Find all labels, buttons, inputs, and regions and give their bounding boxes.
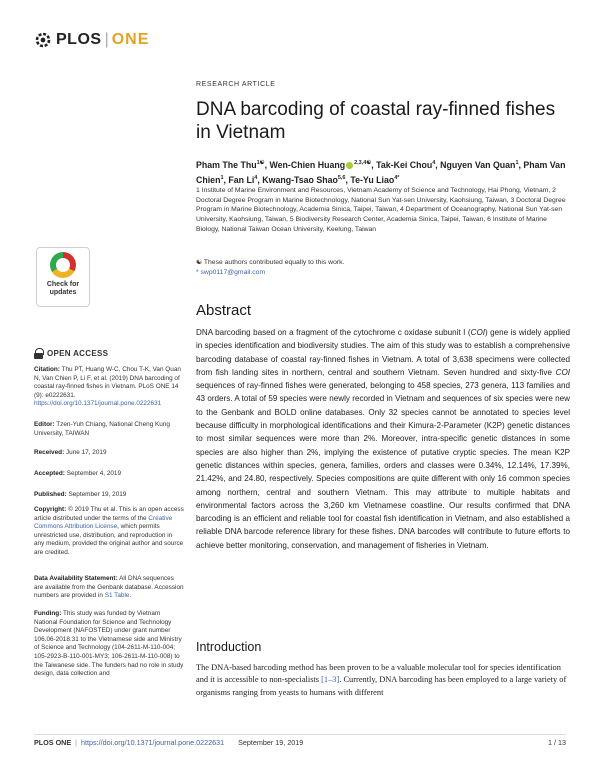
citation-block: Citation: Thu PT, Huang W-C, Chou T-K, Van Quan N, Van Chien P, Li F, et al. (2019) DNA barcoding of coastal ray-finned fishes in Vietnam. PLoS ONE 14 (9): e0222631. https://doi.org/10.1371/journal.pone.0222631	[34, 366, 181, 408]
journal-logo[interactable]	[34, 30, 149, 50]
author-name[interactable]: Kwang-Tsao Shao	[262, 174, 338, 185]
page-footer	[34, 734, 566, 748]
author-name[interactable]: Tak-Kei Chou	[376, 159, 433, 170]
author-name[interactable]: Fan Li	[228, 174, 255, 185]
footer-separator: |	[75, 738, 78, 747]
open-access-badge	[34, 348, 108, 359]
accepted-block: Accepted: September 4, 2019	[34, 470, 122, 477]
affiliations: 1 Institute of Marine Environment and Resources, Vietnam Academy of Science and Technology, Hai Phong, Vietnam, 2 Doctoral Degree Program in Marine Biotechnology, National Sun Yat-sen University, Kaohsiung, Taiwan, 3 Doctoral Degree Program in Marine Biotechnology, Academia Sinica, Taipei, Taiwan, 4 Department of Oceanography, National Sun Yat-sen University, Kaohsiung, Taiwan, 5 Biodiversity Research Center, Academia Sinica, Taipei, Taiwan, 6 Institute of Marine Biology, National Taiwan Ocean University, Keelung, Taiwan	[196, 187, 566, 233]
page-number: 1 / 13	[548, 738, 566, 747]
author-name[interactable]: Te-Yu Liao	[350, 174, 395, 185]
received-block: Received: June 17, 2019	[34, 449, 107, 456]
corresponding-email[interactable]: * swp0117@gmail.com	[196, 269, 266, 276]
abstract-text: DNA barcoding based on a fragment of the cytochrome c oxidase subunit I (COI) gene is widely applied in species identification and biodiversity studies. The aim of this study was to establish a comprehensive barcoding database of coastal ray-finned fishes in Vietnam. A total of 3,638 specimens were collected from fish landing sites in northern, central and southern Vietnam. Seven hundred and sixty-five COI sequences of ray-finned fishes were generated, belonging to 458 species, 273 genera, 113 families and 43 orders. A total of 59 species were newly recorded in Vietnam and sequences of six species were new to the Genbank and BOLD online databases. Only 32 species cannot be annotated to species level because difficulty in morphological identifications and their Kimura-2-Parameter (K2P) genetic distances to most similar sequences were more than 2%. Moreover, intra-specific genetic distances in some species are also higher than 2%, implying the existence of putative cryptic species. The mean K2P genetic distances within species, genera, families, orders and classes were 0.34%, 12.14%, 17.39%, 21.42%, and 24.80, respectively. Species compositions are quite different with only 16 common species among northern, central and southern Vietnam. This may attribute to multiple habitats and environmental factors across the 3,260 km Vietnamese coastline. Our results confirmed that DNA barcoding is an efficient and reliable tool for coastal fish identification in Vietnam, and also established a reliable DNA barcode reference library for these fishes. DNA barcodes will contribute to future efforts to achieve better monitoring, conservation, and management of fisheries in Vietnam.	[196, 328, 570, 550]
introduction-text: The DNA-based barcoding method has been proven to be a valuable molecular tool for species identification and it is accessible to non-specialists [1–3]. Currently, DNA barcoding has been employed to a large variety of organisms ranging from yeasts to humans with different	[196, 663, 567, 697]
abstract-heading: Abstract	[196, 302, 252, 319]
author-list: Pham The Thu$^{1☯}$, Wen-Chien Huang $^{2,3,4☯}$, Tak-Kei Chou$^4$, Nguyen Van Quan$^1$, Pham Van Chien$^1$, Fan Li$^4$, Kwang-Tsao Shao$^{5,6}$, Te-Yu Liao$^{4*}$	[196, 159, 566, 185]
author-name[interactable]: Wen-Chien Huang	[269, 159, 346, 170]
footer-date: September 19, 2019	[238, 738, 304, 747]
plos-logo-icon	[34, 31, 52, 49]
article-title: DNA barcoding of coastal ray-finned fishes in Vietnam	[196, 99, 556, 143]
footer-doi-link[interactable]: https://doi.org/10.1371/journal.pone.0222631	[81, 738, 225, 747]
check-for-updates-button[interactable]	[36, 247, 90, 307]
published-block: Published: September 19, 2019	[34, 491, 127, 498]
citation-doi-link[interactable]: https://doi.org/10.1371/journal.pone.0222631	[34, 400, 162, 408]
orcid-icon[interactable]	[346, 162, 353, 169]
article-type-label: RESEARCH ARTICLE	[196, 81, 276, 88]
s1-table-link[interactable]: S1 Table	[104, 592, 130, 600]
equal-contribution-note: ☯ These authors contributed equally to this work.	[196, 259, 345, 266]
data-availability-block: Data Availability Statement: All DNA sequences are available from the Genbank database. Accession numbers are provided in S1 Table.	[34, 575, 184, 600]
check-for-updates-label: Check for updates	[46, 281, 80, 296]
crossmark-icon	[50, 252, 76, 278]
author-notes	[196, 258, 568, 278]
author-name[interactable]: Pham Van Chien	[196, 159, 566, 185]
cc-license-link[interactable]: Creative Commons Attribution License	[34, 514, 173, 531]
logo-text-plos: PLOS	[56, 31, 102, 48]
author-name[interactable]: Nguyen Van Quan	[440, 159, 516, 170]
editor-block: Editor: Tzen-Yuh Chiang, National Cheng Kung University, TAIWAN	[34, 421, 170, 437]
open-lock-icon	[34, 348, 43, 359]
logo-separator: |	[104, 31, 109, 48]
reference-link[interactable]: [1–3]	[321, 675, 340, 685]
copyright-block: Copyright: © 2019 Thu et al. This is an open access article distributed under the terms of the Creative Commons Attribution License, which permits unrestricted use, distribution, and reproduction in any medium, provided the original author and source are credited.	[34, 506, 184, 556]
open-access-label: OPEN ACCESS	[47, 349, 109, 358]
introduction-heading: Introduction	[196, 640, 262, 654]
footer-journal: PLOS ONE	[34, 738, 72, 747]
funding-block: Funding: This study was funded by Vietnam National Foundation for Science and Technology Development (NAFOSTED) under grant number 106.06-2018.31 to the Vietnamese side and Ministry of Science and Technology (104-2611-M-110-004; 105-2923-B-110-001-MY3; 106-2611-M-110-008) to the Taiwanese side. The funders had no role in study design, data collection and	[34, 610, 184, 678]
author-name[interactable]: Pham The Thu	[196, 159, 257, 170]
logo-text-one: ONE	[111, 31, 150, 48]
